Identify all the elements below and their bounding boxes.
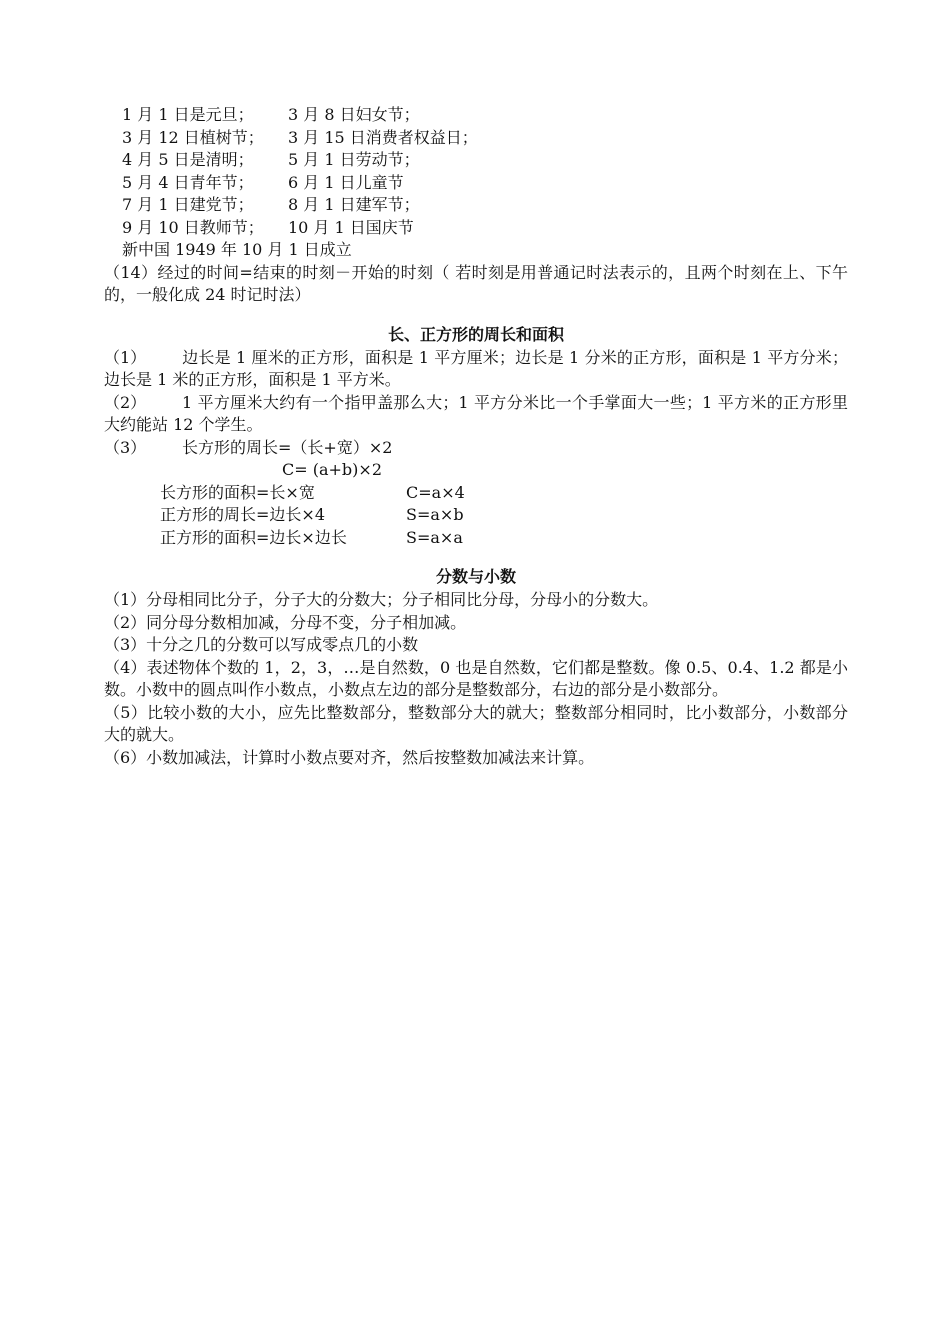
holiday-entry: 5 月 4 日青年节； — [122, 172, 254, 192]
perimeter-item-3 — [104, 437, 848, 460]
holiday-entry: 6 月 1 日儿童节 — [288, 172, 404, 192]
spacer — [104, 307, 848, 323]
fraction-item: （5）比较小数的大小，应先比整数部分，整数部分大的就大；整数部分相同时，比小数部分，小数部分大的就大。 — [104, 702, 848, 744]
fraction-item: （6）小数加减法，计算时小数点要对齐，然后按整数加减法来计算。 — [104, 747, 595, 767]
formula-c-line: C= (a+b)×2 — [282, 460, 382, 479]
fraction-item: （3）十分之几的分数可以写成零点几的小数 — [104, 635, 419, 654]
holiday-entry: 7 月 1 日建党节； — [122, 195, 254, 214]
perimeter-item-1 — [104, 347, 848, 392]
item-number: （3） — [104, 437, 147, 457]
formula-row — [104, 482, 848, 505]
holiday-list — [104, 104, 848, 769]
spacer — [104, 549, 848, 565]
item-number: （2） — [104, 392, 147, 412]
formula-symbolic: S=a×a — [406, 527, 463, 547]
holiday-entry: 4 月 5 日是清明； — [122, 150, 254, 169]
fraction-item: （4）表述物体个数的 1，2，3，…是自然数，0 也是自然数，它们都是整数。像 0.5、0.4、1.2 都是小数。小数中的圆点叫作小数点，小数点左边的部分是整数部分，右边的部分是小数部分。 — [104, 657, 848, 699]
holiday-row — [104, 194, 848, 217]
formula-symbolic: C=a×4 — [406, 482, 465, 502]
holiday-entry: 9 月 10 日教师节； — [122, 217, 264, 237]
holiday-row — [104, 172, 848, 195]
item-14-paragraph: （14）经过的时间=结束的时刻－开始的时刻（ 若时刻是用普通记时法表示的，且两个时刻在上、下午的，一般化成 24 时记时法） — [104, 262, 848, 304]
fraction-item: （2）同分母分数相加减，分母不变，分子相加减。 — [104, 612, 467, 632]
formula-text: 正方形的面积=边长×边长 — [160, 527, 347, 547]
holiday-entry: 3 月 8 日妇女节； — [288, 105, 420, 124]
item-number: （1） — [104, 347, 147, 367]
formula-text: 长方形的面积=长×宽 — [160, 482, 315, 502]
formula-row — [104, 527, 848, 550]
holiday-entry: 3 月 15 日消费者权益日； — [288, 127, 478, 147]
formula-text: 正方形的周长=边长×4 — [160, 505, 325, 524]
holiday-row — [104, 149, 848, 172]
item-text: 边长是 1 厘米的正方形，面积是 1 平方厘米；边长是 1 分米的正方形，面积是 1 平方分米；边长是 1 米的正方形，面积是 1 平方米。 — [104, 347, 848, 389]
perimeter-item-2 — [104, 392, 848, 437]
holiday-entry: 10 月 1 日国庆节 — [288, 217, 414, 237]
section-heading-perimeter: 长、正方形的周长和面积 — [387, 324, 564, 344]
formula-symbolic: S=a×b — [406, 505, 464, 524]
holiday-entry: 1 月 1 日是元旦； — [122, 105, 254, 124]
fraction-item: （1）分母相同比分子，分子大的分数大；分子相同比分母，分母小的分数大。 — [104, 590, 659, 609]
formula-row — [104, 504, 848, 527]
holiday-row — [104, 104, 848, 127]
founding-line: 新中国 1949 年 10 月 1 日成立 — [122, 240, 352, 259]
holiday-entry: 3 月 12 日植树节； — [122, 127, 264, 147]
section-heading-fraction: 分数与小数 — [435, 567, 516, 586]
holiday-row — [104, 127, 848, 150]
holiday-entry: 8 月 1 日建军节； — [288, 195, 420, 214]
item-text: 长方形的周长=（长+宽）×2 — [182, 437, 393, 457]
holiday-entry: 5 月 1 日劳动节； — [288, 150, 420, 169]
holiday-row — [104, 217, 848, 240]
item-text: 1 平方厘米大约有一个指甲盖那么大；1 平方分米比一个手掌面大一些；1 平方米的正方形里大约能站 12 个学生。 — [104, 392, 848, 434]
